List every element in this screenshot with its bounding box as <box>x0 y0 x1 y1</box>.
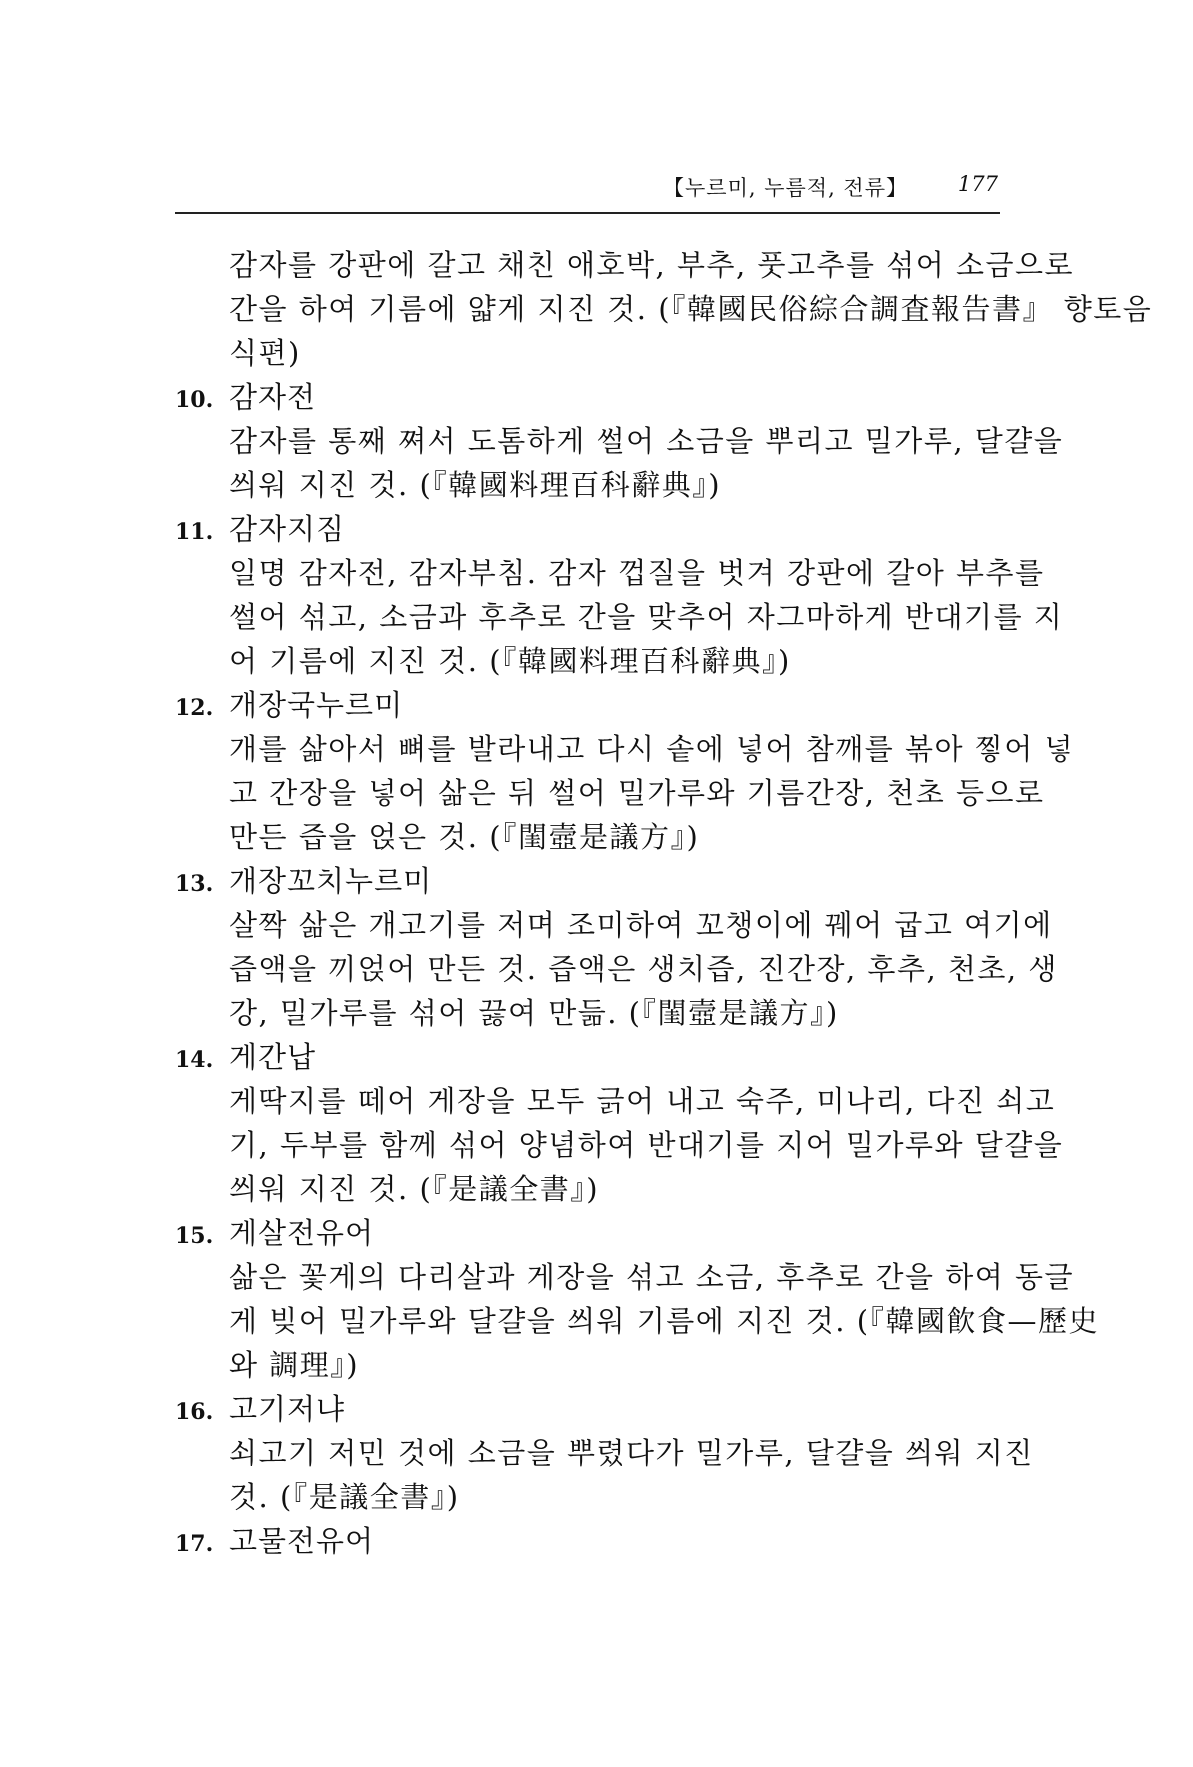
text-line: 즙액을 끼얹어 만든 것. 즙액은 생치즙, 진간장, 후추, 천초, 생 <box>229 952 1058 986</box>
entry-number: 10. <box>175 387 214 413</box>
entry-14 <box>175 1035 1064 1211</box>
entry-heading <box>175 375 1005 419</box>
text-line: 씌워 지진 것. (『是議全書』) <box>229 1172 600 1206</box>
entry-title: 개장꼬치누르미 <box>229 864 433 898</box>
text-line: 게 빚어 밀가루와 달걀을 씌워 기름에 지진 것. (『韓國飮食—歷史 <box>229 1304 1100 1338</box>
entry-10 <box>175 375 1064 507</box>
text-line: 간을 하여 기름에 얇게 지진 것. (『韓國民俗綜合調査報告書』 향토음 <box>229 292 1153 326</box>
text-line: 감자를 강판에 갈고 채친 애호박, 부추, 풋고추를 섞어 소금으로 <box>229 248 1075 282</box>
entry-number: 12. <box>175 695 214 721</box>
text-line: 어 기름에 지진 것. (『韓國料理百科辭典』) <box>229 644 791 678</box>
entry-heading <box>175 683 1005 727</box>
entry-number: 13. <box>175 871 214 897</box>
text-line: 감자를 통째 쪄서 도톰하게 썰어 소금을 뿌리고 밀가루, 달걀을 <box>229 424 1064 458</box>
entry-number: 16. <box>175 1399 214 1425</box>
text-line: 씌워 지진 것. (『韓國料理百科辭典』) <box>229 468 722 502</box>
page-body <box>175 243 1153 1563</box>
entry-15 <box>175 1211 1100 1387</box>
entry-11 <box>175 507 1064 683</box>
entry-heading <box>175 1211 1005 1255</box>
text-line: 일명 감자전, 감자부침. 감자 껍질을 벗겨 강판에 갈아 부추를 <box>229 556 1045 590</box>
running-header <box>175 168 1000 214</box>
text-line: 개를 삶아서 뼈를 발라내고 다시 솥에 넣어 참깨를 볶아 찧어 넣 <box>229 732 1075 766</box>
text-line: 삶은 꽃게의 다리살과 게장을 섞고 소금, 후추로 간을 하여 동글 <box>229 1260 1075 1294</box>
entry-title: 개장국누르미 <box>229 688 404 722</box>
entry-number: 14. <box>175 1047 214 1073</box>
page-number: 177 <box>957 172 998 196</box>
text-line: 살짝 삶은 개고기를 저며 조미하여 꼬챙이에 꿰어 굽고 여기에 <box>229 908 1053 942</box>
entry-heading <box>175 1387 1005 1431</box>
entry-number: 11. <box>175 519 214 545</box>
intro-paragraph <box>175 243 1153 375</box>
text-line: 와 調理』) <box>229 1348 360 1382</box>
entry-heading <box>175 1035 1005 1079</box>
entry-heading <box>175 859 1005 903</box>
text-line: 식편) <box>229 336 301 370</box>
text-line: 게딱지를 떼어 게장을 모두 긁어 내고 숙주, 미나리, 다진 쇠고 <box>229 1084 1056 1118</box>
header-title: 【누르미, 누름적, 전류】 <box>663 176 908 200</box>
entry-title: 게간납 <box>229 1040 317 1074</box>
entry-heading <box>175 507 1005 551</box>
text-line: 기, 두부를 함께 섞어 양념하여 반대기를 지어 밀가루와 달걀을 <box>229 1128 1064 1162</box>
entry-17 <box>175 1519 1005 1563</box>
entry-12 <box>175 683 1075 859</box>
entry-number: 17. <box>175 1531 214 1557</box>
entry-title: 게살전유어 <box>229 1216 375 1250</box>
entry-16 <box>175 1387 1034 1519</box>
entry-title: 고기저냐 <box>229 1392 346 1426</box>
text-line: 강, 밀가루를 섞어 끓여 만듦. (『閨壼是議方』) <box>229 996 839 1030</box>
entry-heading <box>175 1519 1005 1563</box>
text-line: 쇠고기 저민 것에 소금을 뿌렸다가 밀가루, 달걀을 씌워 지진 <box>229 1436 1034 1470</box>
entry-title: 감자지짐 <box>229 512 346 546</box>
text-line: 것. (『是議全書』) <box>229 1480 460 1514</box>
text-line: 고 간장을 넣어 삶은 뒤 썰어 밀가루와 기름간장, 천초 등으로 <box>229 776 1045 810</box>
text-line: 만든 즙을 얹은 것. (『閨壼是議方』) <box>229 820 700 854</box>
entry-title: 고물전유어 <box>229 1524 375 1558</box>
entry-number: 15. <box>175 1223 214 1249</box>
text-line: 썰어 섞고, 소금과 후추로 간을 맞추어 자그마하게 반대기를 지 <box>229 600 1064 634</box>
entry-title: 감자전 <box>229 380 317 414</box>
entry-13 <box>175 859 1058 1035</box>
